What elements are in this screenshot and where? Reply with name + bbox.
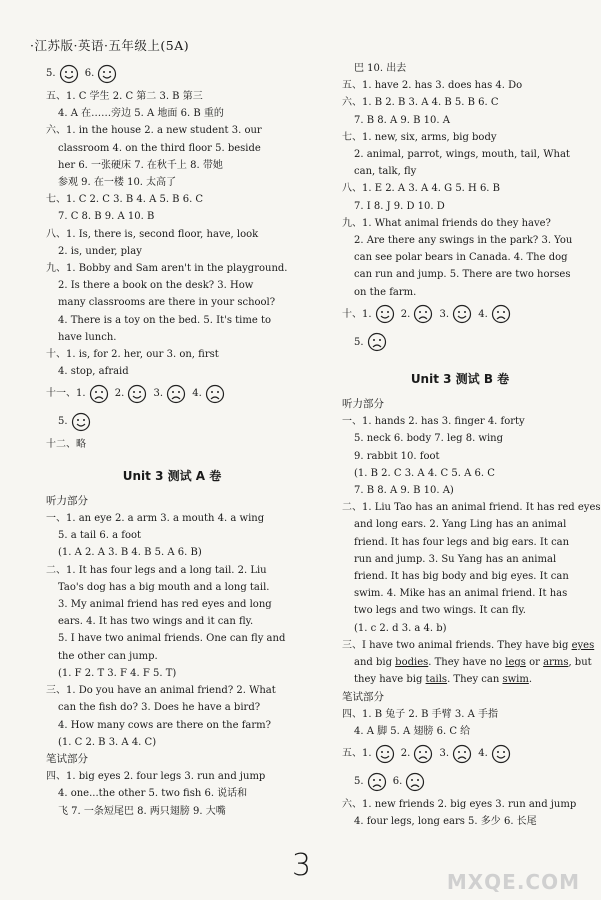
sad-face-icon	[405, 772, 425, 792]
answer-line: 7. B 8. A 9. B 10. A)	[354, 485, 454, 497]
sad-face-icon	[413, 744, 433, 764]
answer-line: two legs and two wings. It can fly.	[354, 605, 526, 617]
sad-face-icon	[413, 304, 433, 324]
answer-line: 飞 7. 一条短尾巴 8. 两只翅膀 9. 大嘴	[58, 805, 226, 817]
answer-line: 八、1. E 2. A 3. A 4. G 5. H 6. B	[342, 183, 501, 195]
answer-line: 九、1. Bobby and Sam aren't in the playground.	[46, 263, 288, 275]
answer-line: 2. Are there any swings in the park? 3. You	[354, 235, 573, 247]
answer-line: 二、1. It has four legs and a long tail. 2. Liu	[46, 564, 267, 576]
smiley-face-icon	[452, 304, 472, 324]
answer-line: can the fish do? 3. Does he have a bird?	[58, 702, 261, 714]
answer-line: 十二、略	[46, 439, 86, 451]
answer-line: (1. A 2. A 3. B 4. B 5. A 6. B)	[58, 547, 202, 559]
answer-line: 二、1. Liu Tao has an animal friend. It has red eyes	[342, 502, 601, 514]
answer-line: 七、1. C 2. C 3. B 4. A 5. B 6. C	[46, 194, 204, 206]
answer-line: 2. is, under, play	[58, 245, 142, 257]
answer-line: 十一、1. 2. 3. 4.	[46, 380, 298, 408]
answer-line: 参观 9. 在一楼 10. 太高了	[58, 177, 177, 189]
subsection-written: 笔试部分	[46, 752, 88, 765]
answer-line: her 6. 一张硬床 7. 在秋千上 8. 带她	[58, 159, 223, 171]
answer-line: can see polar bears in Canada. 4. The dog	[354, 252, 568, 264]
answer-line: 4. There is a toy on the bed. 5. It's time to	[58, 314, 271, 326]
answer-line: 六、1. B 2. B 3. A 4. B 5. B 6. C	[342, 97, 499, 109]
answer-line: 2. animal, parrot, wings, mouth, tail, What	[354, 149, 570, 161]
answer-line: 4. A 脚 5. A 翅膀 6. C 给	[354, 725, 471, 737]
answer-line: friend. It has big body and big eyes. It can	[354, 571, 569, 583]
answer-line: can, talk, fly	[354, 166, 417, 178]
section-title-unit3-b: Unit 3 测试 B 卷	[410, 371, 510, 386]
answer-line: 五、1. C 学生 2. C 第二 3. B 第三	[46, 91, 203, 102]
answer-line: 7. C 8. B 9. A 10. B	[58, 211, 155, 223]
answer-line: 十、1. is, for 2. her, our 3. on, first	[46, 349, 219, 361]
sad-face-icon	[367, 332, 387, 352]
answer-line: 巴 10. 出去	[354, 63, 407, 74]
smiley-face-icon	[59, 64, 79, 84]
answer-line: (1. B 2. C 3. A 4. C 5. A 6. C	[354, 467, 495, 479]
smiley-face-icon	[375, 304, 395, 324]
answer-line: run and jump. 3. Su Yang has an animal	[354, 553, 557, 565]
answer-line: the other can jump.	[58, 650, 158, 662]
answer-line: 八、1. Is, there is, second floor, have, look	[46, 228, 259, 240]
answer-line: classroom 4. on the third floor 5. beside	[58, 142, 261, 154]
answer-line: friend. It has four legs and big ears. It can	[354, 536, 570, 548]
answer-line: 5.	[342, 329, 578, 357]
answer-line: 5. 6.	[46, 60, 298, 88]
answer-line: 3. My animal friend has red eyes and long	[58, 599, 272, 611]
right-column	[342, 60, 601, 831]
sad-face-icon	[166, 384, 186, 404]
answer-line: 三、1. Do you have an animal friend? 2. What	[46, 685, 276, 697]
answer-line: 4. stop, afraid	[58, 366, 129, 378]
answer-line: 七、1. new, six, arms, big body	[342, 131, 497, 143]
answer-line: 四、1. B 兔子 2. B 手臂 3. A 手指	[342, 708, 498, 720]
answer-line: 7. I 8. J 9. D 10. D	[354, 200, 445, 212]
smiley-face-icon	[127, 384, 147, 404]
answer-line: (1. c 2. d 3. a 4. b)	[354, 622, 447, 634]
answer-line: and big bodies. They have no legs or arms, but	[354, 657, 592, 669]
answer-line: on the farm.	[354, 286, 417, 298]
answer-line: 9. rabbit 10. foot	[354, 450, 440, 462]
answer-line: can run and jump. 5. There are two horses	[354, 269, 571, 281]
answer-line: 5. I have two animal friends. One can fly and	[58, 633, 286, 645]
sad-face-icon	[491, 304, 511, 324]
answer-line: 一、1. an eye 2. a arm 3. a mouth 4. a wing	[46, 513, 265, 525]
answer-line: 十、1. 2. 3. 4.	[342, 301, 578, 329]
answer-line: 六、1. new friends 2. big eyes 3. run and jump	[342, 799, 577, 811]
answer-line: they have big tails. They can swim.	[354, 674, 533, 686]
answer-line: 六、1. in the house 2. a new student 3. our	[46, 125, 262, 137]
answer-line: 4. A 在……旁边 5. A 地面 6. B 重的	[58, 108, 224, 120]
answer-line: 5. a tail 6. a foot	[58, 530, 142, 542]
answer-line: many classrooms are there in your school?	[58, 297, 276, 309]
answer-line: Tao's dog has a big mouth and a long tail.	[58, 581, 270, 593]
left-column	[46, 60, 298, 820]
smiley-face-icon	[375, 744, 395, 764]
section-title-unit3-a: Unit 3 测试 A 卷	[122, 468, 222, 483]
answer-line: (1. C 2. B 3. A 4. C)	[58, 736, 157, 748]
answer-line: 四、1. big eyes 2. four legs 3. run and jump	[46, 771, 266, 783]
page-number: 3	[292, 848, 312, 883]
smiley-face-icon	[97, 64, 117, 84]
answer-line: 5. neck 6. body 7. leg 8. wing	[354, 433, 504, 445]
answer-line: 5.	[46, 408, 298, 436]
answer-line: 4. one...the other 5. two fish 6. 说话和	[58, 788, 248, 800]
answer-line: 4. four legs, long ears 5. 多少 6. 长尾	[354, 816, 537, 828]
sad-face-icon	[205, 384, 225, 404]
subsection-listening: 听力部分	[342, 398, 384, 411]
subsection-written: 笔试部分	[342, 690, 384, 703]
answer-line: ears. 4. It has two wings and it can fly.	[58, 616, 254, 628]
answer-line: 一、1. hands 2. has 3. finger 4. forty	[342, 416, 525, 428]
answer-line: 2. Is there a book on the desk? 3. How	[58, 280, 254, 292]
sad-face-icon	[367, 772, 387, 792]
answer-line: 三、I have two animal friends. They have big eyes	[342, 639, 595, 651]
subsection-listening: 听力部分	[46, 494, 88, 507]
answer-line: (1. F 2. T 3. F 4. F 5. T)	[58, 667, 177, 679]
answer-line: 九、1. What animal friends do they have?	[342, 217, 551, 229]
sad-face-icon	[89, 384, 109, 404]
answer-line: 7. B 8. A 9. B 10. A	[354, 114, 450, 126]
answer-line: 5. 6.	[342, 768, 578, 796]
answer-line: 五、1. have 2. has 3. does has 4. Do	[342, 80, 523, 92]
watermark: MXQE.COM	[446, 870, 580, 894]
answer-line: 4. How many cows are there on the farm?	[58, 719, 271, 731]
answer-line: swim. 4. Mike has an animal friend. It has	[354, 588, 568, 600]
answer-line: 五、1. 2. 3. 4.	[342, 740, 578, 768]
answer-line: and long ears. 2. Yang Ling has an animal	[354, 519, 567, 531]
page-header: ·江苏版·英语·五年级上(5A)	[30, 38, 190, 53]
smiley-face-icon	[491, 744, 511, 764]
answer-line: have lunch.	[58, 331, 117, 343]
sad-face-icon	[452, 744, 472, 764]
smiley-face-icon	[71, 412, 91, 432]
